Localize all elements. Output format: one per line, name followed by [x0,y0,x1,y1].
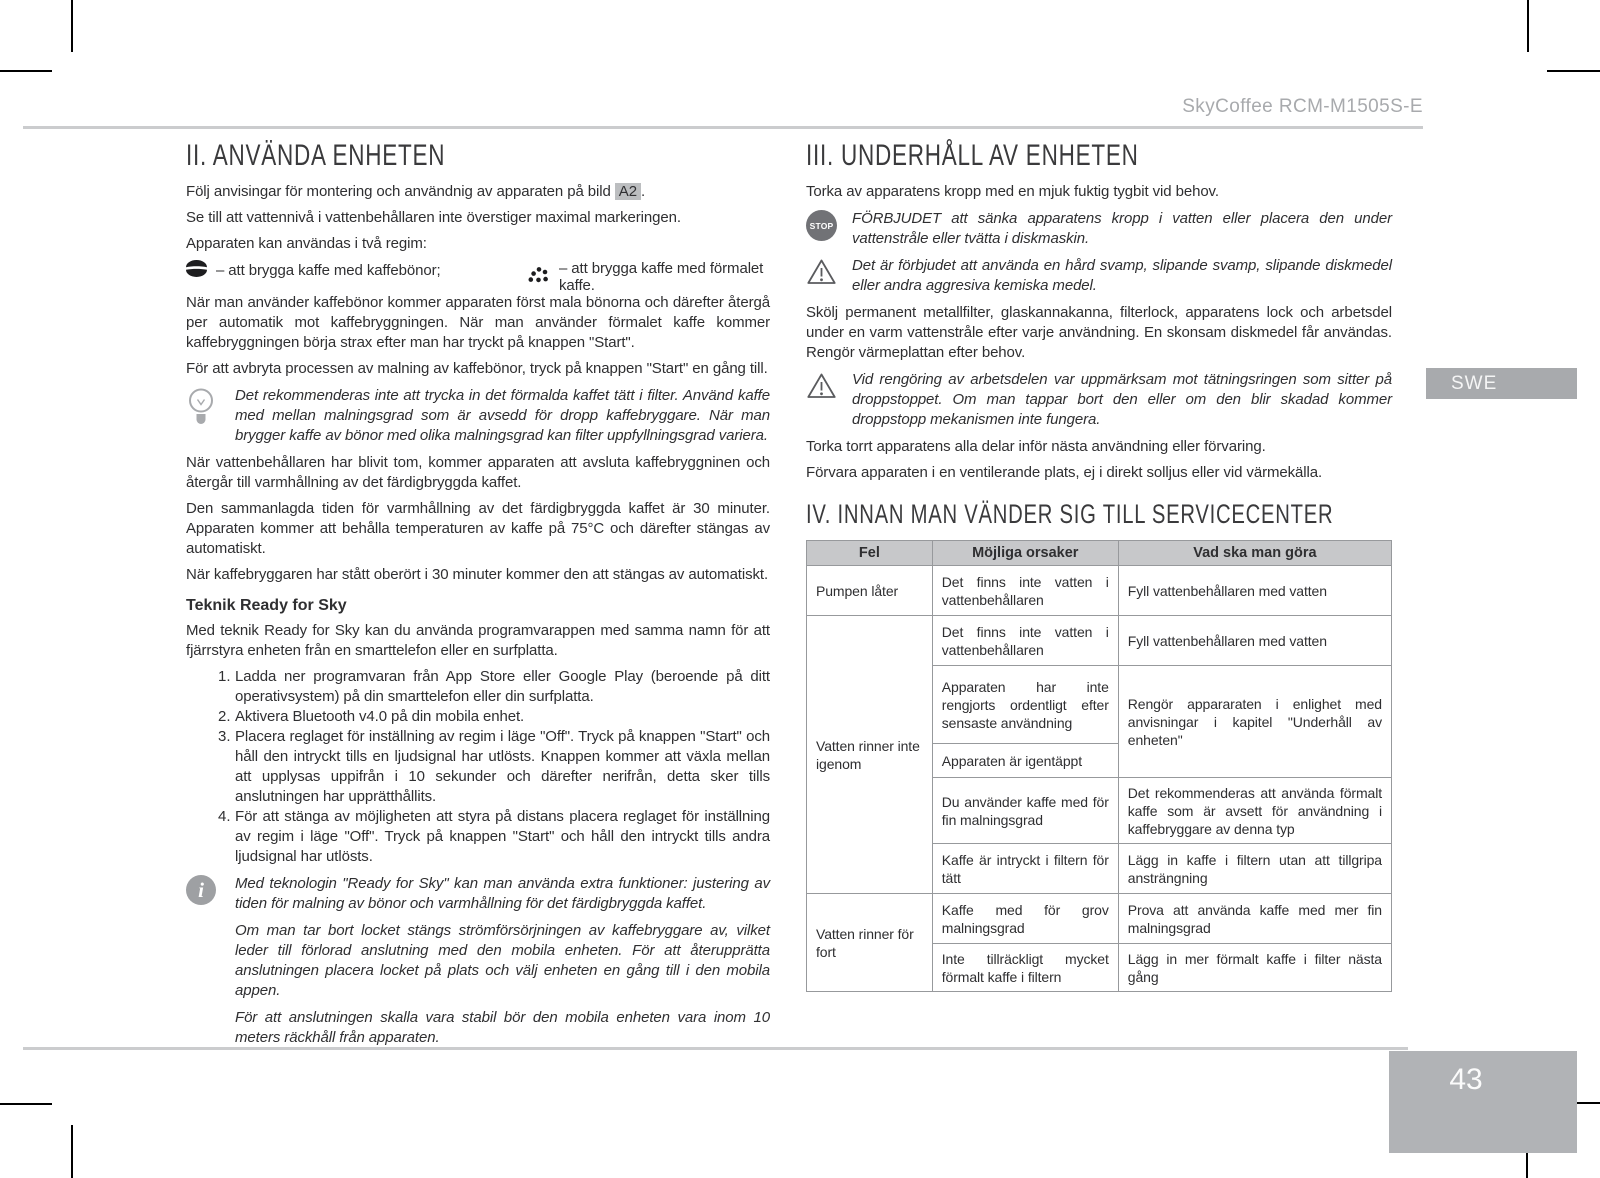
list-item-text: Aktivera Bluetooth v4.0 på din mobila enhet. [235,708,525,725]
list-item-text: Placera reglaget för inställning av regim i läge "Off". Tryck på knappen "Start" och håll den intryckt tills en ljudsignal har utlösts. Knappen kommer att växla mellan att upplysas uppifrån i 10 sekunder och därefter nerifrån, detta sker tills anslutningen har upprätthållits. [235,728,770,805]
paragraph: Skölj permanent metallfilter, glaskannakanna, filterlock, apparatens lock och arbetsdel under en varm vattenstråle efter varje användning. En skonsam diskmedel får användas. Rengör värmeplattan efter behov. [806,304,1392,361]
info-note [186,874,770,1048]
regime-row [186,260,770,294]
action-cell: Lägg in mer förmalt kaffe i filter nästa gång [1118,944,1391,992]
crop-mark [1527,0,1529,52]
paragraph: Med teknik Ready for Sky kan du använda programvarappen med samma namn för att fjärrstyra enheten från en smarttelefon eller en surfplatta. [186,622,770,659]
paragraph: När kaffebryggaren har stått oberört i 30 minuter kommer den att stängas av automatiskt. [186,566,769,583]
numbered-list [186,667,770,867]
note-text: Om man tar bort locket stängs strömförsörjningen av kaffebryggare av, vilket leder till förlorad anslutning med den mobila enheten. För att återupprätta anslutningen placera locket på plats och välj enheten en gång till i den mobila appen. [235,922,770,999]
note-text: FÖRBJUDET att sänka apparatens kropp i vatten eller placera den under vattenstråle eller tvätta i diskmaskin. [852,210,1392,247]
fault-cell: Pumpen låter [807,566,933,616]
list-number: 3. [218,728,231,745]
crop-mark [1547,70,1600,72]
warning-triangle-icon [806,257,837,291]
note-text: Med teknologin "Ready for Sky" kan man använda extra funktioner: justering av tiden för malning av bönor och varmhållning för det färdigbryggda kaffet. [235,875,770,912]
section-2-title: II. ANVÄNDA ENHETEN [186,139,446,172]
cause-cell: Det finns inte vatten i vattenbehållaren [932,616,1118,666]
regime-ground [528,260,770,294]
section-3-title: III. UNDERHÅLL AV ENHETEN [806,139,1139,172]
troubleshooting-table [806,540,1392,992]
column-header-fault: Fel [807,541,933,566]
ready-for-sky-subheading: Teknik Ready for Sky [186,597,347,614]
tip-note [186,386,770,446]
warning-note [806,256,1392,296]
paragraph: När vattenbehållaren har blivit tom, kommer apparaten att avsluta kaffebryggninen och återgår till varmhållning av det färdigbryggda kaffet. [186,454,770,491]
action-cell: Fyll vattenbehållaren med vatten [1118,566,1391,616]
crop-mark [71,0,73,52]
cause-cell: Inte tillräckligt mycket förmalt kaffe i filtern [932,944,1118,992]
list-number: 2. [218,708,231,725]
list-item-text: För att stänga av möjligheten att styra på distans placera reglaget för inställning av regim i läge "Off". Tryck på knappen "Start" och håll den intryckt tills andra ljudsignal har utlösts. [235,808,770,865]
action-cell: Fyll vattenbehållaren med vatten [1118,616,1391,666]
paragraph: Förvara apparaten i en ventilerande plats, ej i direkt solljus eller vid värmekälla. [806,464,1323,481]
cause-cell: Kaffe är intryckt i filtern för tätt [932,844,1118,894]
paragraph: När man använder kaffebönor kommer apparaten först mala bönorna och därefter återgå per automatik mot kaffebryggningen. När man använder förmalet kaffe kommer kaffebryggningen börja strax efter man har tryckt på knappen "Start". [186,294,770,351]
list-number: 4. [218,808,231,825]
left-column [186,139,770,1055]
paragraph: Torka av apparatens kropp med en mjuk fuktig tygbit vid behov. [806,183,1219,200]
language-tab: SWE [1426,368,1577,399]
crop-mark [71,1125,73,1178]
list-item [186,727,770,807]
column-header-action: Vad ska man göra [1118,541,1391,566]
coffee-bean-icon [186,260,207,281]
paragraph: Den sammanlagda tiden för varmhållning av det färdigbryggda kaffet är 30 minuter. Apparaten kommer att behålla temperaturen av kaffe på 75°C och därefter stängas av automatiskt. [186,500,770,557]
list-item-text: Ladda ner programvaran från App Store eller Google Play (beroende på ditt operativsystem) på din smarttelefon eller din surfplatta. [235,668,770,705]
crop-mark [0,1103,52,1105]
action-cell: Rengör appararaten i enlighet med anvisningar i kapitel "Underhåll av enheten" [1118,666,1391,778]
paragraph-text: Följ anvisingar för montering och användnig av apparaten på bild [186,183,611,200]
cause-cell: Du använder kaffe med för fin malningsgrad [932,778,1118,844]
ground-coffee-icon [528,267,550,287]
list-item [186,807,770,867]
header-divider [23,126,1423,129]
action-cell: Lägg in kaffe i filtern utan att tillgripa ansträngning [1118,844,1391,894]
note-text: Det rekommenderas inte att trycka in det förmalda kaffet tätt i filter. Använd kaffe med mellan malningsgrad som är avsedd för dropp kaffebryggare. När man brygger kaffe av bönor med olika malningsgrad kan filter uppfyllningsgrad variera. [235,387,770,444]
info-icon: i [186,875,216,905]
action-cell: Prova att använda kaffe med mer fin malningsgrad [1118,894,1391,944]
action-cell: Det rekommenderas att använda förmalt kaffe som är avsett för användning i kaffebryggare av denna typ [1118,778,1391,844]
regime-label: – att brygga kaffe med förmalet kaffe. [559,260,764,294]
page-number: 43 [1389,1051,1577,1153]
table-header-row [807,541,1392,566]
note-text: Det är förbjudet att använda en hård svamp, slipande svamp, slipande diskmedel eller andra aggresiva kemiska medel. [852,257,1392,294]
footer-divider [23,1047,1408,1050]
paragraph-text: . [640,183,646,200]
regime-label: – att brygga kaffe med kaffebönor; [216,262,441,279]
fault-cell: Vatten rinner för fort [807,894,933,992]
stop-icon: STOP [806,210,837,241]
paragraph [186,182,770,202]
list-number: 1. [218,668,231,685]
crop-mark [0,70,52,72]
section-4-title: IV. INNAN MAN VÄNDER SIG TILL SERVICECENTER [806,499,1334,529]
right-column [806,139,1392,992]
paragraph: Apparaten kan användas i två regim: [186,235,427,252]
table-row [807,894,1392,944]
table-row [807,566,1392,616]
stop-note [806,209,1392,249]
cause-cell: Apparaten är igentäppt [932,744,1118,778]
table-row [807,616,1392,666]
document-model-title: SkyCoffee RCM-M1505S-E [1182,96,1423,117]
regime-beans [186,260,441,281]
paragraph: Se till att vattennivå i vattenbehållaren inte överstiger maximal markeringen. [186,209,681,226]
note-text: För att anslutningen skalla vara stabil bör den mobila enheten vara inom 10 meters räckhåll från apparaten. [235,1009,770,1046]
warning-note [806,370,1392,430]
paragraph: Torka torrt apparatens alla delar inför nästa användning eller förvaring. [806,438,1266,455]
column-header-cause: Möjliga orsaker [932,541,1118,566]
warning-triangle-icon [806,371,837,405]
cause-cell: Kaffe med för grov malningsgrad [932,894,1118,944]
cause-cell: Apparaten har inte rengjorts ordentligt efter sensaste användning [932,666,1118,744]
list-item [186,707,770,727]
paragraph: För att avbryta processen av malning av kaffebönor, tryck på knappen "Start" en gång till. [186,360,768,377]
note-text: Vid rengöring av arbetsdelen var uppmärksam mot tätningsringen som sitter på droppstoppet. Om man tappar bort den eller om den blir skadad kommer droppstopp mekanismen inte fungera. [852,371,1392,428]
figure-ref-badge: A2 [615,183,641,200]
list-item [186,667,770,707]
lightbulb-icon [186,387,216,434]
fault-cell: Vatten rinner inte igenom [807,616,933,894]
cause-cell: Det finns inte vatten i vattenbehållaren [932,566,1118,616]
